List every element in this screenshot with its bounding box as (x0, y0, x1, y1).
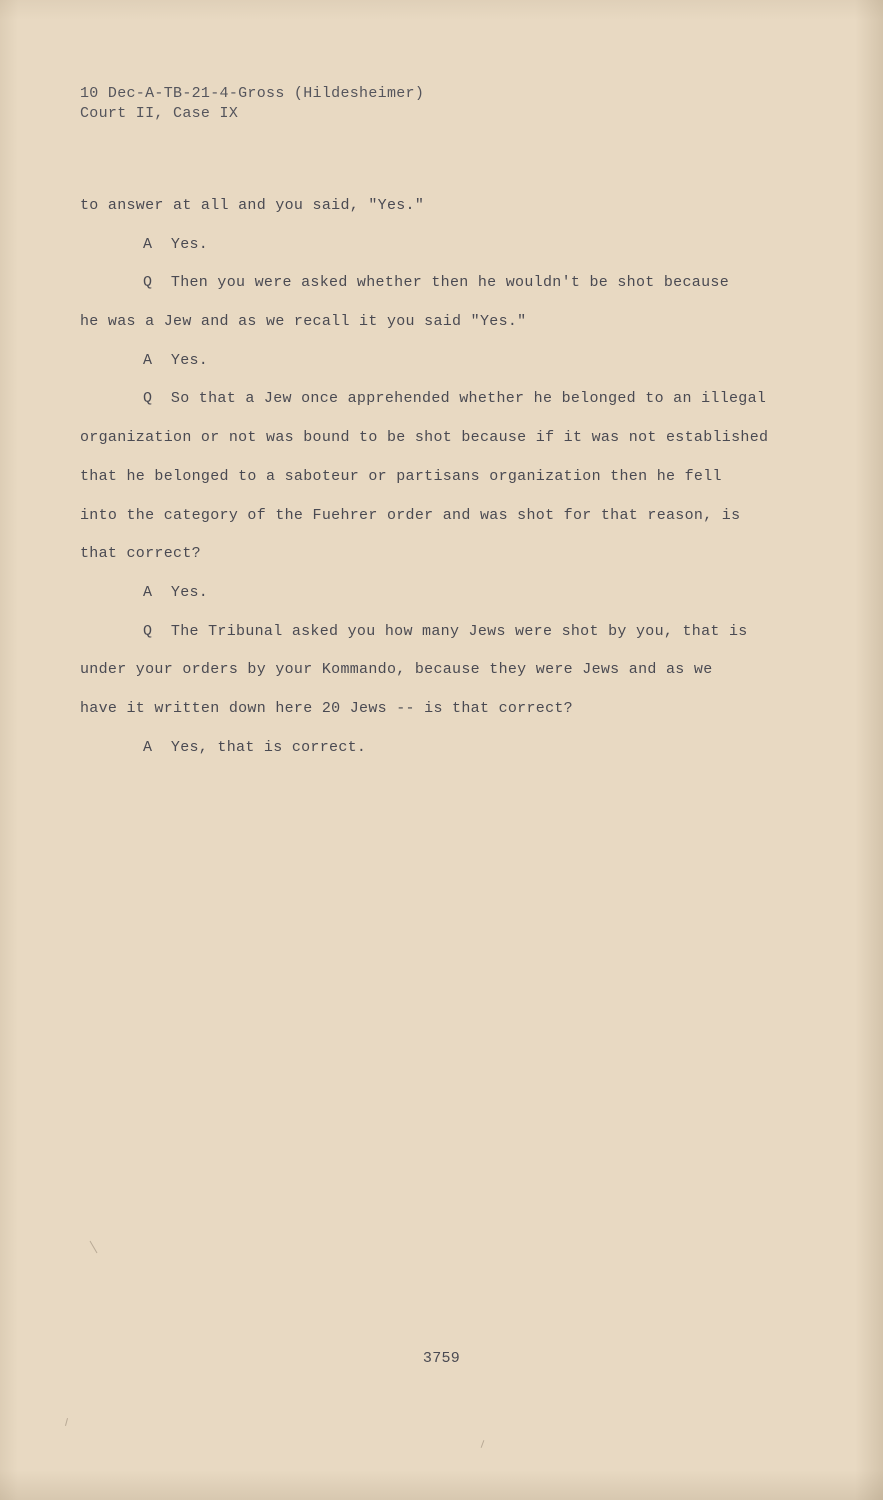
paper-scratch-mark (481, 1440, 485, 1448)
paper-scratch-mark (65, 1418, 68, 1426)
transcript-line: under your orders by your Kommando, because they were Jews and as we (80, 661, 713, 679)
page-number: 3759 (422, 1350, 461, 1367)
header-court-case: Court II, Case IX (80, 105, 239, 122)
transcript-line: that correct? (80, 545, 201, 563)
transcript-question: Q The Tribunal asked you how many Jews were shot by you, that is (143, 622, 748, 640)
transcript-line: have it written down here 20 Jews -- is that correct? (80, 699, 573, 717)
transcript-answer: A Yes. (143, 235, 209, 253)
paper-scratch-mark (90, 1241, 98, 1254)
transcript-line: into the category of the Fuehrer order and was shot for that reason, is (80, 506, 741, 524)
transcript-answer: A Yes. (143, 351, 209, 369)
transcript-line: to answer at all and you said, "Yes." (80, 197, 425, 214)
header-reference: 10 Dec-A-TB-21-4-Gross (Hildesheimer) (80, 85, 425, 102)
document-header (80, 84, 424, 124)
transcript-question: Q Then you were asked whether then he wouldn't be shot because (143, 274, 729, 292)
transcript-line: organization or not was bound to be shot because if it was not established (80, 429, 769, 447)
transcript-answer: A Yes. (143, 583, 209, 601)
transcript-line: he was a Jew and as we recall it you said "Yes." (80, 313, 527, 331)
transcript-line: that he belonged to a saboteur or partisans organization then he fell (80, 467, 722, 485)
transcript-answer: A Yes, that is correct. (143, 738, 367, 756)
transcript-body (80, 196, 820, 776)
transcript-question: Q So that a Jew once apprehended whether he belonged to an illegal (143, 390, 767, 408)
